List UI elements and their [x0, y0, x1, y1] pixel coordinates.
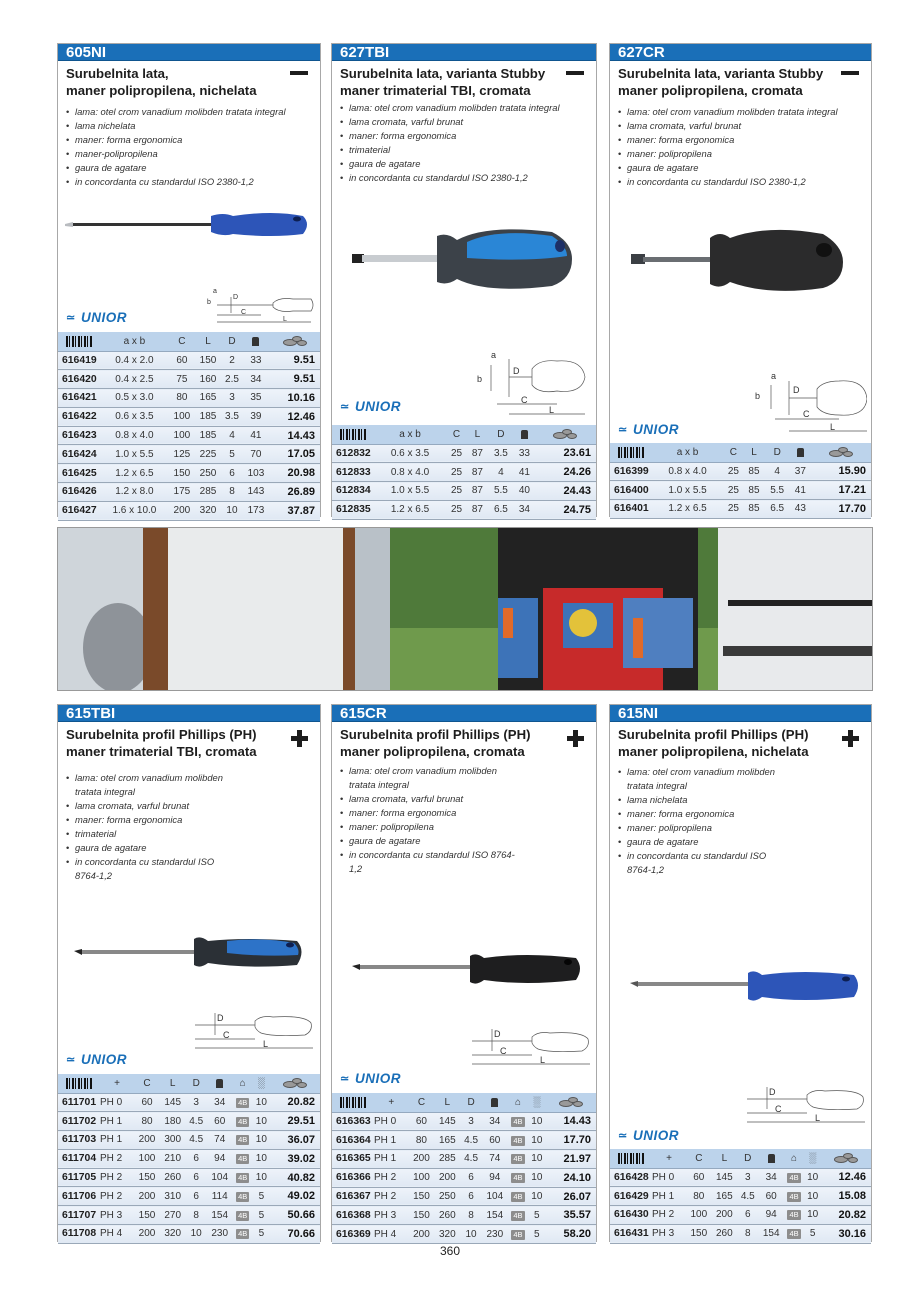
spec-table: a x b C L D 616419 0.4 x 2.0 60 150 2 33 9.51 616420 0.4 x 2.5 75 160 2.5 34 9.51 616421 0.5 x 3.0 80 165 3 35 10.16 616422 0.6 x 3.5 100 185 3.5 39 12.46 616423 0.8 x 4.0 100 185 4 41 14.43 616424 1.0 x 5.5 125 225 5 70 17.05 616425 1.2 x 6.5 150 250 6 103 20.98 616426 1.2 x 8.0 175 285 8 143 26.89 616427 1.6 x 10.0 200 320 10 173 37.87	[58, 332, 320, 521]
table-row: 616369 PH 4 200 320 10 230 4B 5 58.20	[332, 1225, 596, 1244]
table-row: 616424 1.0 x 5.5 125 225 5 70 17.05	[58, 445, 320, 464]
unior-logo: ≃ UNIOR	[340, 1071, 401, 1086]
dimension-diagram	[477, 349, 589, 419]
quantity-icon: ░	[253, 1074, 270, 1093]
table-row: 611705 PH 2 150 260 6 104 4B 10 40.82	[58, 1168, 320, 1187]
table-row: 616429 PH 1 80 165 4.5 60 4B 10 15.08	[610, 1187, 871, 1206]
unior-logo: ≃ UNIOR	[66, 310, 127, 325]
svg-text:C: C	[521, 395, 528, 405]
spec-table: + C L D ⌂ ░ 611701 PH 0 60 145 3 34 4B 10 20.82 611702 PH 1 80 180 4.5 60 4B 10 29.51 611703 PH 1 200 300 4.5 74 4B 10 36.07 611704 PH 2 100 210 6 94 4B 10 39.02 611705 PH 2 150 260 6 104 4B 10 40.82 611706 PH 2 200 310 6 114 4B 5 49.02 611707 PH 3 150 270 8 154 4B 5 50.66 611708 PH 4 200 320 10 230 4B 5 70.66	[58, 1074, 320, 1244]
table-row: 616364 PH 1 80 165 4.5 60 4B 10 17.70	[332, 1131, 596, 1150]
svg-text:C: C	[775, 1104, 782, 1114]
table-row: 616366 PH 2 100 200 6 94 4B 10 24.10	[332, 1168, 596, 1187]
feature-list: • lama: otel crom vanadium molibden tratata integral • lama cromata, varful brunat • maner: forma ergonomica • maner: polipropilena • gaura de agatare • in concordanta cu standardul ISO 2380-1,2	[610, 99, 871, 189]
barcode-icon	[66, 1078, 92, 1089]
unior-mark-icon: ≃	[340, 1072, 350, 1085]
svg-text:a: a	[491, 350, 497, 360]
spec-table: + C L D ⌂ ░ 616428 PH 0 60 145 3 34 4B 10 12.46 616429 PH 1 80 165 4.5 60 4B 10 15.08 616430 PH 2 100 200 6 94 4B 10 20.82 616431 PH 3 150 260 8 154 4B 5 30.16	[610, 1149, 871, 1244]
table-row: 616427 1.6 x 10.0 200 320 10 173 37.87	[58, 501, 320, 520]
svg-text:a: a	[771, 371, 777, 381]
unior-mark-icon: ≃	[340, 400, 350, 413]
table-row: 611707 PH 3 150 270 8 154 4B 5 50.66	[58, 1206, 320, 1225]
phillips-profile-icon	[291, 730, 308, 747]
table-row: 616363 PH 0 60 145 3 34 4B 10 14.43	[332, 1112, 596, 1131]
svg-text:L: L	[549, 405, 555, 415]
spec-table: + C L D ⌂ ░ 616363 PH 0 60 145 3 34 4B 10 14.43 616364 PH 1 80 165 4.5 60 4B 10 17.70 616365 PH 1 200 285 4.5 74 4B 10 21.97 616366 PH 2 100 200 6 94 4B 10 24.10 616367 PH 2 150 250 6 104 4B 10 26.07 616368 PH 3 150 260 8 154 4B 5 35.57 616369 PH 4 200 320 10 230 4B 5 58.20	[332, 1093, 596, 1244]
table-row: 612832 0.6 x 3.5 25 87 3.5 33 23.61	[332, 444, 596, 463]
feature-list: • lama: otel crom vanadium molibden tratata integral • lama cromata, varful brunat • maner: forma ergonomica • trimaterial • gaura de agatare • in concordanta cu standardul ISO 8764-1,2	[58, 760, 320, 883]
table-row: 616401 1.2 x 6.5 25 85 6.5 43 17.70	[610, 500, 871, 519]
product-card-615TBI	[57, 704, 321, 1242]
svg-text:C: C	[241, 309, 247, 316]
product-title: Surubelnita lata, maner polipropilena, nichelata	[66, 66, 257, 98]
phillips-screwdriver-image	[350, 950, 585, 990]
spec-table: a x b C L D 612832 0.6 x 3.5 25 87 3.5 33 23.61 612833 0.8 x 4.0 25 87 4 41 24.26 612834 1.0 x 5.5 25 87 5.5 40 24.43 612835 1.2 x 6.5 25 87 6.5 34 24.75	[332, 425, 596, 520]
unior-mark-icon: ≃	[66, 311, 76, 324]
unior-logo: ≃ UNIOR	[618, 1128, 679, 1143]
svg-text:D: D	[793, 385, 800, 395]
svg-text:L: L	[283, 316, 287, 323]
product-code: 615CR	[332, 705, 596, 722]
slotted-profile-icon	[841, 71, 859, 75]
feature-list: • lama: otel crom vanadium molibden tratata integral • lama cromata, varful brunat • maner: forma ergonomica • maner: polipropilena • gaura de agatare • in concordanta cu standardul ISO 8764-1,2	[332, 760, 596, 876]
quantity-icon: ░	[528, 1093, 545, 1112]
phillips-profile-icon	[567, 730, 584, 747]
product-title: Surubelnita profil Phillips (PH) maner trimaterial TBI, cromata	[66, 727, 257, 759]
page-number: 360	[440, 1244, 461, 1258]
price-coins-icon	[283, 1078, 307, 1089]
svg-text:C: C	[223, 1030, 230, 1040]
price-coins-icon	[829, 447, 853, 458]
price-coins-icon	[559, 1097, 583, 1108]
product-card-627TBI	[331, 43, 597, 517]
weight-icon	[491, 1098, 498, 1107]
phillips-screwdriver-image	[72, 935, 307, 975]
product-card-627CR	[609, 43, 872, 517]
table-row: 616423 0.8 x 4.0 100 185 4 41 14.43	[58, 426, 320, 445]
product-title: Surubelnita profil Phillips (PH) maner polipropilena, nichelata	[618, 727, 809, 759]
table-row: 616420 0.4 x 2.5 75 160 2.5 34 9.51	[58, 370, 320, 389]
weight-icon	[216, 1079, 223, 1088]
svg-text:b: b	[207, 299, 211, 306]
table-row: 611704 PH 2 100 210 6 94 4B 10 39.02	[58, 1149, 320, 1168]
stubby-screwdriver-image	[628, 224, 858, 299]
svg-text:a: a	[213, 288, 217, 295]
table-row: 611702 PH 1 80 180 4.5 60 4B 10 29.51	[58, 1112, 320, 1131]
package-icon: ⌂	[233, 1074, 253, 1093]
table-row: 616365 PH 1 200 285 4.5 74 4B 10 21.97	[332, 1150, 596, 1169]
feature-list: • lama: otel crom vanadium molibden tratata integral • lama nichelata • maner: forma ergonomica • maner: polipropilena • gaura de agatare • in concordanta cu standardul ISO 8764-1,2	[610, 760, 871, 877]
dimension-diagram	[193, 1013, 318, 1053]
spec-table: a x b C L D 616399 0.8 x 4.0 25 85 4 37 15.90 616400 1.0 x 5.5 25 85 5.5 41 17.21 616401 1.2 x 6.5 25 85 6.5 43 17.70	[610, 443, 871, 519]
dimension-diagram	[745, 1087, 870, 1127]
svg-text:D: D	[494, 1029, 501, 1039]
table-row: 616422 0.6 x 3.5 100 185 3.5 39 12.46	[58, 407, 320, 426]
table-row: 611701 PH 0 60 145 3 34 4B 10 20.82	[58, 1093, 320, 1112]
dimension-diagram	[203, 287, 315, 325]
svg-text:L: L	[815, 1113, 821, 1123]
barcode-icon	[66, 336, 92, 347]
table-row: 616367 PH 2 150 250 6 104 4B 10 26.07	[332, 1187, 596, 1206]
package-icon: ⌂	[784, 1149, 804, 1168]
product-card-615NI	[609, 704, 872, 1242]
weight-icon	[252, 337, 259, 346]
svg-text:D: D	[769, 1087, 776, 1097]
table-row: 616399 0.8 x 4.0 25 85 4 37 15.90	[610, 462, 871, 481]
svg-text:L: L	[540, 1055, 546, 1065]
table-row: 616428 PH 0 60 145 3 34 4B 10 12.46	[610, 1168, 871, 1187]
table-row: 612833 0.8 x 4.0 25 87 4 41 24.26	[332, 463, 596, 482]
table-row: 611703 PH 1 200 300 4.5 74 4B 10 36.07	[58, 1131, 320, 1150]
product-title: Surubelnita profil Phillips (PH) maner polipropilena, cromata	[340, 727, 531, 759]
product-title: Surubelnita lata, varianta Stubby maner polipropilena, cromata	[618, 66, 824, 98]
barcode-icon	[340, 429, 366, 440]
table-row: 611708 PH 4 200 320 10 230 4B 5 70.66	[58, 1225, 320, 1244]
product-card-615CR	[331, 704, 597, 1242]
barcode-icon	[618, 447, 644, 458]
svg-text:D: D	[217, 1013, 224, 1023]
svg-text:b: b	[755, 391, 761, 401]
product-card-605NI	[57, 43, 321, 517]
dimension-diagram	[470, 1029, 595, 1069]
table-row: 616430 PH 2 100 200 6 94 4B 10 20.82	[610, 1206, 871, 1225]
product-code: 627CR	[610, 44, 871, 61]
table-row: 616425 1.2 x 6.5 150 250 6 103 20.98	[58, 464, 320, 483]
phillips-screwdriver-image	[628, 967, 863, 1007]
barcode-icon	[340, 1097, 366, 1108]
svg-text:D: D	[233, 294, 239, 301]
phillips-profile-icon	[842, 730, 859, 747]
price-coins-icon	[834, 1153, 858, 1164]
table-row: 612835 1.2 x 6.5 25 87 6.5 34 24.75	[332, 500, 596, 519]
table-row: 616368 PH 3 150 260 8 154 4B 5 35.57	[332, 1206, 596, 1225]
svg-text:L: L	[263, 1039, 269, 1049]
worker-tool-belt-photo	[58, 528, 873, 691]
unior-logo: ≃ UNIOR	[618, 422, 679, 437]
unior-mark-icon: ≃	[618, 423, 628, 436]
product-code: 627TBI	[332, 44, 596, 61]
stubby-screwdriver-image	[347, 224, 582, 299]
svg-text:C: C	[500, 1046, 507, 1056]
dimension-diagram	[755, 369, 867, 439]
product-code: 615TBI	[58, 705, 320, 722]
table-row: 616421 0.5 x 3.0 80 165 3 35 10.16	[58, 389, 320, 408]
table-row: 616419 0.4 x 2.0 60 150 2 33 9.51	[58, 351, 320, 370]
unior-logo: ≃ UNIOR	[66, 1052, 127, 1067]
table-row: 616426 1.2 x 8.0 175 285 8 143 26.89	[58, 483, 320, 502]
screwdriver-image	[63, 206, 313, 246]
unior-logo: ≃ UNIOR	[340, 399, 401, 414]
svg-text:D: D	[513, 366, 520, 376]
weight-icon	[521, 430, 528, 439]
svg-text:C: C	[803, 409, 810, 419]
barcode-icon	[618, 1153, 644, 1164]
product-title: Surubelnita lata, varianta Stubby maner trimaterial TBI, cromata	[340, 66, 546, 98]
table-row: 616400 1.0 x 5.5 25 85 5.5 41 17.21	[610, 481, 871, 500]
product-code: 615NI	[610, 705, 871, 722]
banner-photo	[57, 527, 873, 691]
svg-text:b: b	[477, 374, 483, 384]
unior-mark-icon: ≃	[618, 1129, 628, 1142]
feature-list: • lama: otel crom vanadium molibden tratata integral • lama nichelata • maner: forma ergonomica • maner-polipropilena • gaura de agatare • in concordanta cu standardul ISO 2380-1,2	[58, 99, 320, 189]
feature-list: • lama: otel crom vanadium molibden tratata integral • lama cromata, varful brunat • maner: forma ergonomica • trimaterial • gaura de agatare • in concordanta cu standardul ISO 2380-1,2	[332, 99, 596, 185]
quantity-icon: ░	[804, 1149, 821, 1168]
slotted-profile-icon	[566, 71, 584, 75]
table-row: 611706 PH 2 200 310 6 114 4B 5 49.02	[58, 1187, 320, 1206]
package-icon: ⌂	[508, 1093, 528, 1112]
table-row: 612834 1.0 x 5.5 25 87 5.5 40 24.43	[332, 482, 596, 501]
slotted-profile-icon	[290, 71, 308, 75]
product-code: 605NI	[58, 44, 320, 61]
table-row: 616431 PH 3 150 260 8 154 4B 5 30.16	[610, 1224, 871, 1243]
unior-mark-icon: ≃	[66, 1053, 76, 1066]
price-coins-icon	[283, 336, 307, 347]
price-coins-icon	[553, 429, 577, 440]
svg-text:L: L	[830, 422, 836, 432]
weight-icon	[797, 448, 804, 457]
weight-icon	[768, 1154, 775, 1163]
